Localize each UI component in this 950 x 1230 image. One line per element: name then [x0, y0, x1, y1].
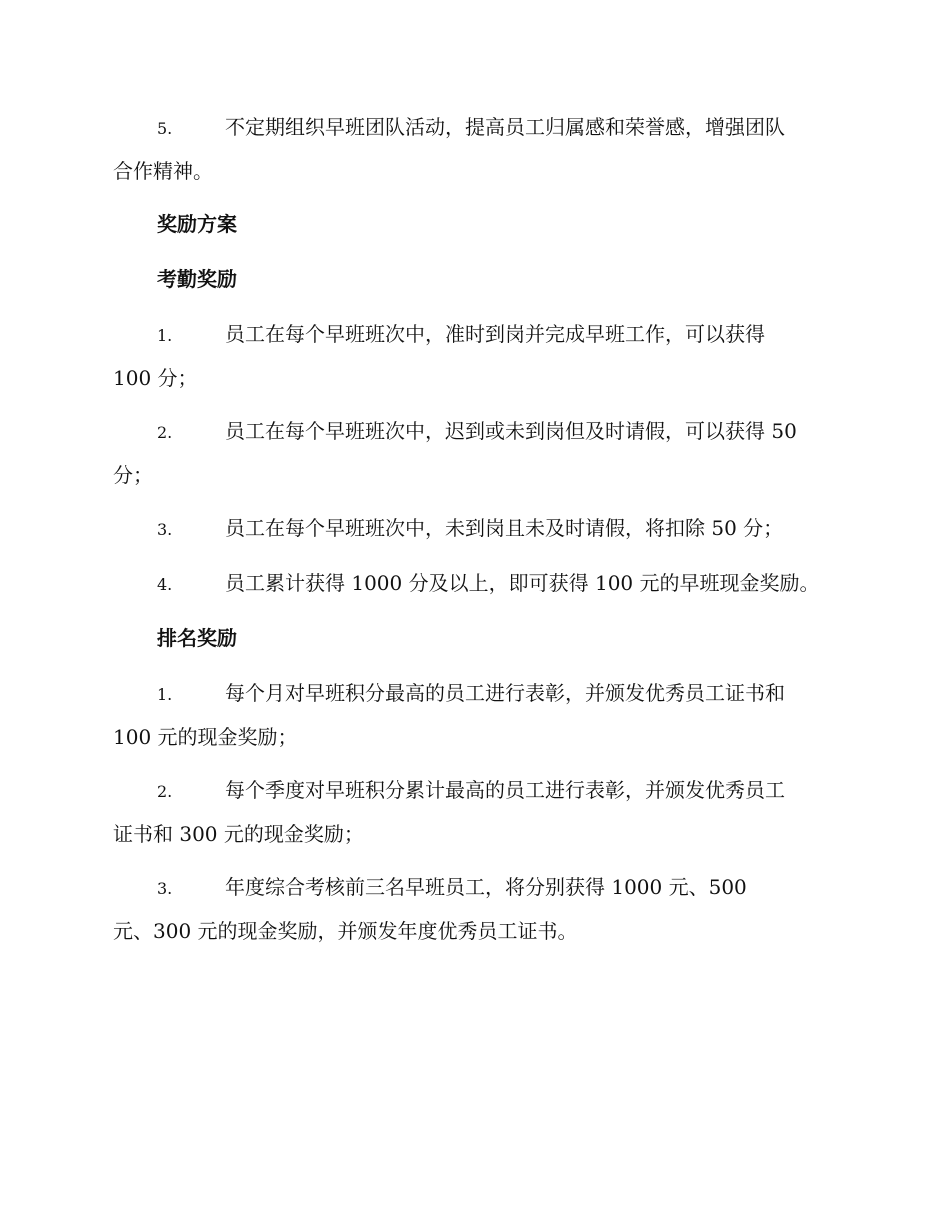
list-item [113, 562, 835, 606]
list-text-continued: 100 元的现金奖励； [113, 725, 298, 749]
list-text-continued: 100 分； [113, 366, 198, 390]
section-heading: 奖励方案 [157, 212, 237, 236]
list-text-continued: 元、300 元的现金奖励，并颁发年度优秀员工证书。 [113, 919, 578, 943]
list-number: 2. [157, 423, 173, 442]
list-item [113, 507, 835, 551]
list-number: 4. [157, 575, 173, 594]
list-item [113, 313, 835, 399]
attendance-heading: 考勤奖励 [157, 267, 237, 291]
ranking-heading: 排名奖励 [157, 626, 237, 650]
list-text-continued: 合作精神。 [113, 159, 213, 183]
list-text: 员工在每个早班班次中，未到岗且未及时请假，将扣除 50 分； [225, 516, 784, 540]
list-text: 不定期组织早班团队活动，提高员工归属感和荣誉感，增强团队 [225, 115, 785, 139]
list-text-continued: 证书和 300 元的现金奖励； [113, 822, 364, 846]
list-text: 每个季度对早班积分累计最高的员工进行表彰，并颁发优秀员工 [225, 778, 785, 802]
list-text: 员工在每个早班班次中，迟到或未到岗但及时请假，可以获得 50 [225, 419, 797, 443]
list-number: 3. [157, 879, 173, 898]
list-number: 5. [157, 119, 173, 138]
list-item [113, 106, 835, 192]
list-text: 员工在每个早班班次中，准时到岗并完成早班工作，可以获得 [225, 322, 765, 346]
list-item [113, 769, 835, 855]
list-number: 2. [157, 782, 173, 801]
list-text: 年度综合考核前三名早班员工，将分别获得 1000 元、500 [225, 875, 747, 899]
list-text: 员工累计获得 1000 分及以上，即可获得 100 元的早班现金奖励。 [225, 571, 820, 595]
list-text-continued: 分； [113, 463, 153, 487]
list-item [113, 410, 835, 496]
list-text: 每个月对早班积分最高的员工进行表彰，并颁发优秀员工证书和 [225, 681, 785, 705]
list-item [113, 866, 835, 952]
list-number: 3. [157, 520, 173, 539]
list-number: 1. [157, 326, 173, 345]
list-item [113, 672, 835, 758]
list-number: 1. [157, 685, 173, 704]
